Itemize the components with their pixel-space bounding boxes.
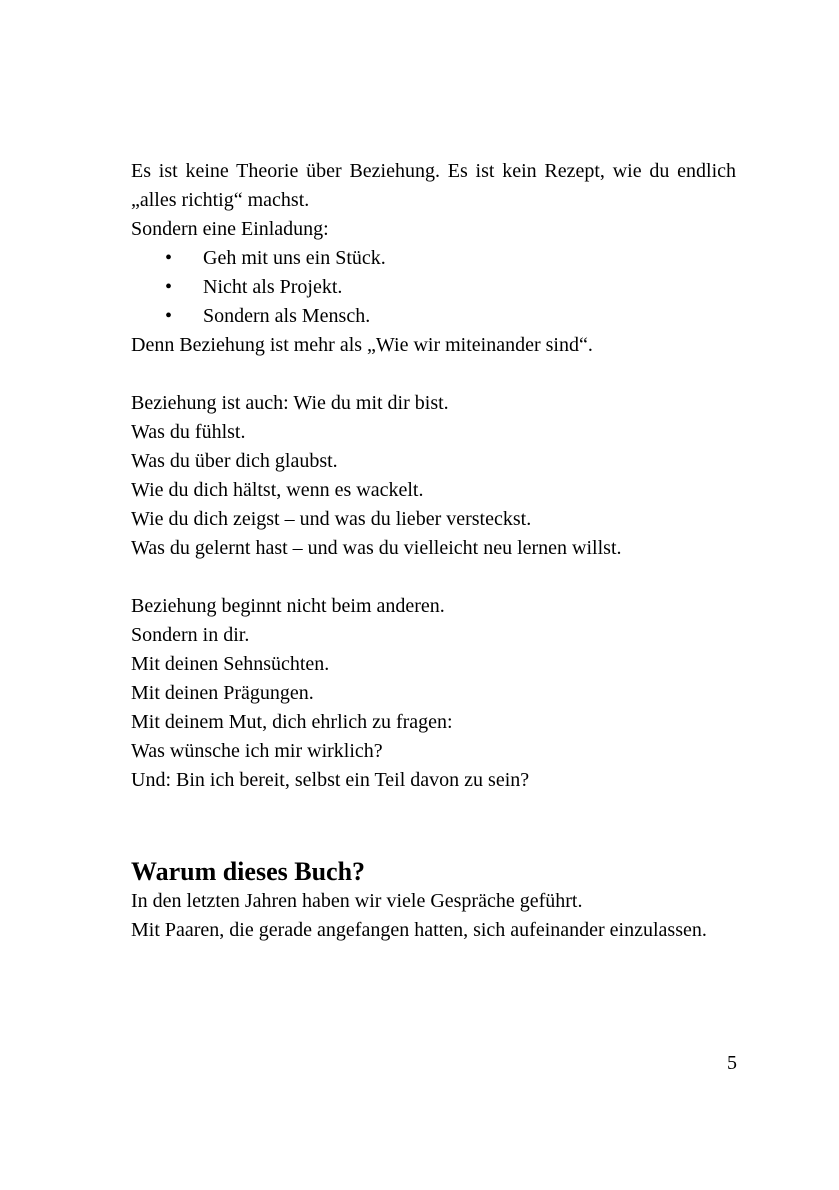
spacer	[131, 795, 736, 857]
text-line: Und: Bin ich bereit, selbst ein Teil davon zu sein?	[131, 769, 530, 791]
intro-paragraph: Es ist keine Theorie über Beziehung. Es ist kein Rezept, wie du endlich „alles richtig“ machst.	[131, 160, 736, 211]
text-line: Mit deinen Prägungen.	[131, 682, 314, 704]
spacer	[131, 563, 736, 592]
text-line: Beziehung ist auch: Wie du mit dir bist.	[131, 392, 449, 414]
invitation-line: Sondern eine Einladung:	[131, 218, 329, 240]
text-line: Beziehung beginnt nicht beim anderen.	[131, 595, 445, 617]
invitation-list	[131, 244, 736, 331]
closing-line: Denn Beziehung ist mehr als „Wie wir miteinander sind“.	[131, 334, 593, 356]
list-item-text: Nicht als Projekt.	[203, 276, 343, 298]
text-line: Mit deinen Sehnsüchten.	[131, 653, 330, 675]
bullet-icon: •	[165, 276, 173, 298]
chapter-text-line: Mit Paaren, die gerade angefangen hatten, sich aufeinander einzulassen.	[131, 919, 707, 941]
page-number: 5	[727, 1052, 737, 1074]
text-line: Was wünsche ich mir wirklich?	[131, 740, 383, 762]
text-line: Sondern in dir.	[131, 624, 250, 646]
chapter-text-line: In den letzten Jahren haben wir viele Gespräche geführt.	[131, 890, 583, 912]
text-line: Was du fühlst.	[131, 421, 246, 443]
list-item-text: Geh mit uns ein Stück.	[203, 247, 386, 269]
spacer	[131, 360, 736, 389]
list-item	[131, 302, 736, 331]
text-line: Wie du dich zeigst – und was du lieber versteckst.	[131, 508, 532, 530]
list-item	[131, 244, 736, 273]
chapter-heading: Warum dieses Buch?	[131, 857, 366, 886]
text-line: Mit deinem Mut, dich ehrlich zu fragen:	[131, 711, 453, 733]
bullet-icon: •	[165, 305, 173, 327]
text-line: Was du gelernt hast – und was du vielleicht neu lernen willst.	[131, 537, 622, 559]
text-line: Was du über dich glaubst.	[131, 450, 338, 472]
list-item-text: Sondern als Mensch.	[203, 305, 371, 327]
list-item	[131, 273, 736, 302]
text-line: Wie du dich hältst, wenn es wackelt.	[131, 479, 424, 501]
bullet-icon: •	[165, 247, 173, 269]
page-body	[131, 157, 736, 945]
